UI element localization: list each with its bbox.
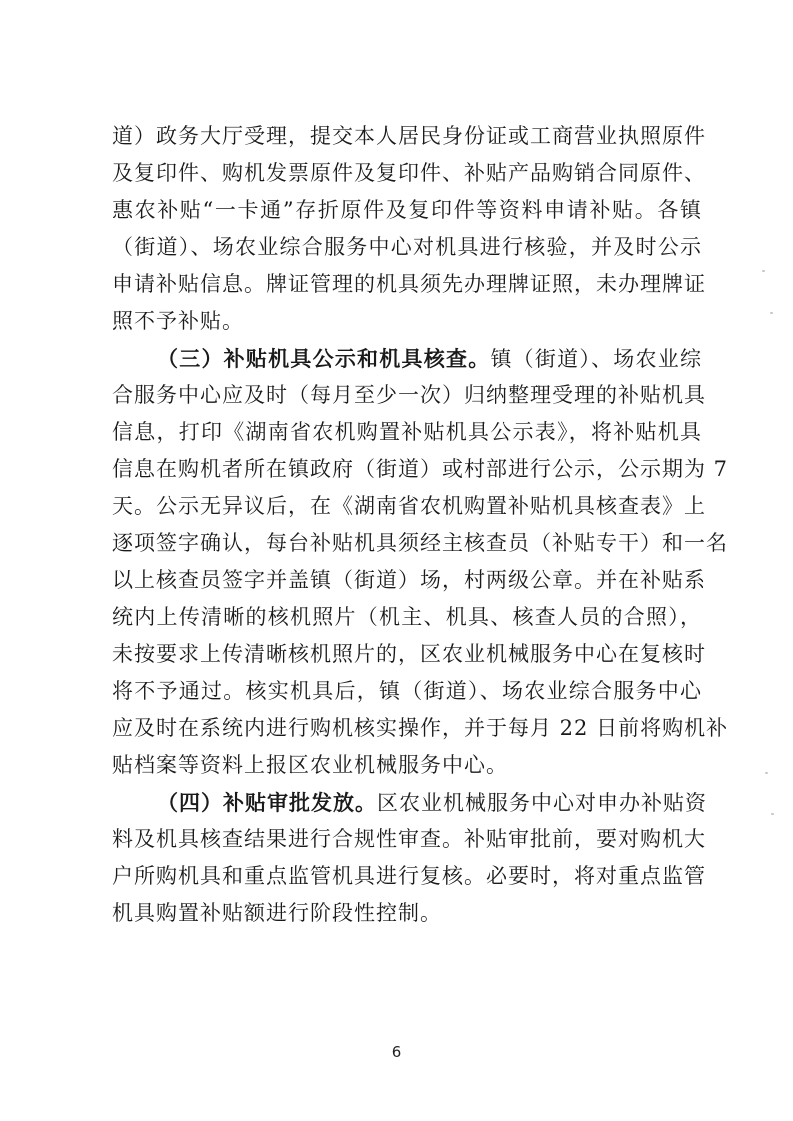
paragraph-line: 惠农补贴“一卡通”存折原件及复印件等资料申请补贴。各镇 xyxy=(112,198,702,222)
section-4-heading: （四）补贴审批发放。 xyxy=(157,790,377,815)
paragraph-line: 应及时在系统内进行购机核实操作，并于每月 22 日前将购机补 xyxy=(112,716,729,740)
paragraph-line: 信息，打印《湖南省农机购置补贴机具公示表》，将补贴机具 xyxy=(112,420,702,444)
paragraph-line: 以上核查员签字并盖镇（街道）场，村两级公章。并在补贴系 xyxy=(112,568,706,592)
section-4-text: 区农业机械服务中心对申办补贴资 xyxy=(377,791,707,815)
paragraph-line: 将不予通过。核实机具后，镇（街道）、场农业综合服务中心 xyxy=(112,679,702,703)
paragraph-line: 统内上传清晰的核机照片（机主、机具、核查人员的合照）， xyxy=(112,605,702,629)
paragraph-line: 天。公示无异议后，在《湖南省农机购置补贴机具核查表》上 xyxy=(112,494,706,518)
scan-speck xyxy=(765,772,768,774)
document-body xyxy=(112,118,729,932)
paragraph-line: 及复印件、购机发票原件及复印件、补贴产品购销合同原件、 xyxy=(112,161,706,185)
section-3-heading: （三）补贴机具公示和机具核查。 xyxy=(157,346,491,371)
paragraph-line: 逐项签字确认，每台补贴机具须经主核查员（补贴专干）和一名 xyxy=(112,531,728,555)
paragraph-line: 户所购机具和重点监管机具进行复核。必要时，将对重点监管 xyxy=(112,864,706,888)
page-number: 6 xyxy=(391,1043,402,1061)
paragraph-line: 道）政务大厅受理，提交本人居民身份证或工商营业执照原件 xyxy=(112,124,706,148)
paragraph-line: 机具购置补贴额进行阶段性控制。 xyxy=(112,901,442,925)
scan-speck xyxy=(771,813,774,815)
section-3-first-line xyxy=(112,340,702,377)
section-3-text: 镇（街道）、场农业综 xyxy=(490,347,702,371)
paragraph-line: 未按要求上传清晰核机照片的，区农业机械服务中心在复核时 xyxy=(112,642,706,666)
paragraph-line: 料及机具核查结果进行合规性审查。补贴审批前，要对购机大 xyxy=(112,827,706,851)
paragraph-line: 申请补贴信息。牌证管理的机具须先办理牌证照，未办理牌证 xyxy=(112,272,706,296)
paragraph-line: 信息在购机者所在镇政府（街道）或村部进行公示，公示期为 7 xyxy=(112,457,729,481)
paragraph-line: 照不予补贴。 xyxy=(112,309,244,333)
section-4-first-line xyxy=(112,784,707,821)
scan-speck xyxy=(762,270,765,272)
paragraph-line: 合服务中心应及时（每月至少一次）归纳整理受理的补贴机具 xyxy=(112,383,706,407)
paragraph-line: （街道）、场农业综合服务中心对机具进行核验，并及时公示 xyxy=(112,235,702,259)
paragraph-line: 贴档案等资料上报区农业机械服务中心。 xyxy=(112,753,508,777)
scan-speck xyxy=(770,312,773,314)
